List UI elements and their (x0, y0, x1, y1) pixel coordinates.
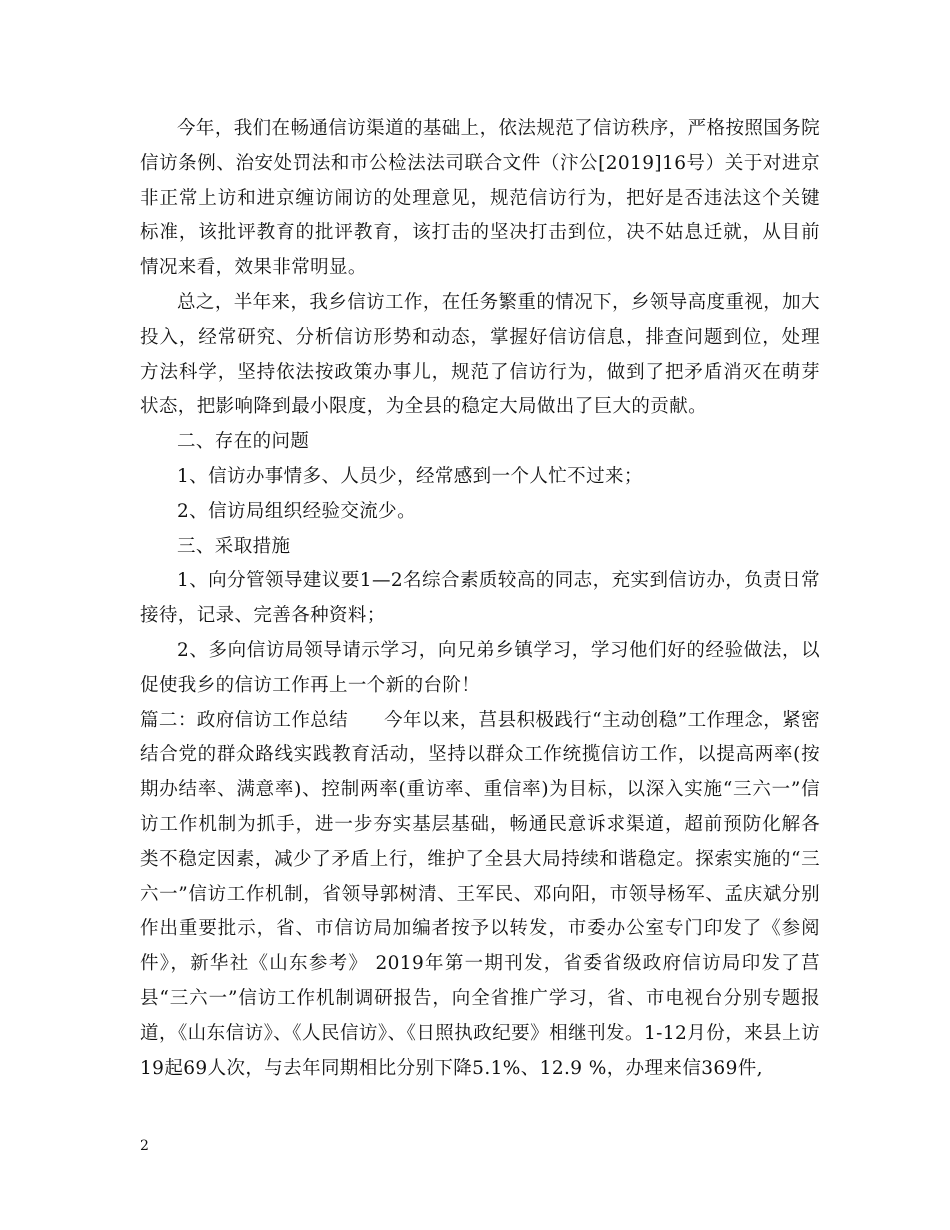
paragraph: 总之，半年来，我乡信访工作，在任务繁重的情况下，乡领导高度重视，加大投入，经常研究、分析信访形势和动态，掌握好信访信息，排查问题到位，处理方法科学，坚持依法按政策办事儿，规范了信访行为，做到了把矛盾消灭在萌芽状态，把影响降到最小限度，为全县的稳定大局做出了巨大的贡献。 (140, 291, 820, 418)
section2-paragraph (140, 704, 820, 1087)
list-item: 1、向分管领导建议要1—2名综合素质较高的同志，充实到信访办，负责日常接待，记录、完善各种资料； (140, 570, 820, 627)
list-item: 1、信访办事情多、人员少，经常感到一个人忙不过来； (177, 465, 643, 487)
page-number: 2 (140, 1138, 149, 1154)
section-heading: 三、采取措施 (177, 535, 291, 557)
section2-body: 今年以来，莒县积极践行“主动创稳”工作理念，紧密结合党的群众路线实践教育活动，坚持以群众工作统揽信访工作，以提高两率(按期办结率、满意率)、控制两率(重访率、重信率)为目标，以深入实施“三六一”信访工作机制为抓手，进一步夯实基层基础，畅通民意诉求渠道，超前预防化解各类不稳定因素，减少了矛盾上行，维护了全县大局持续和谐稳定。探索实施的“三六一”信访工作机制，省领导郭树清、王军民、邓向阳，市领导杨军、孟庆斌分别作出重要批示，省、市信访局加编者按予以转发，市委办公室专门印发了《参阅件》，新华社《山东参考》 2019年第一期刊发，省委省级政府信访局印发了莒县“三六一”信访工作机制调研报告，向全省推广学习，省、市电视台分别专题报道，《山东信访》、《人民信访》、《日照执政纪要》相继刊发。1-12月份，来县上访 19起69人次，与去年同期相比分别下降5.1%、12.9 %，办理来信369件, (140, 709, 820, 1079)
paragraph: 今年，我们在畅通信访渠道的基础上，依法规范了信访秩序，严格按照国务院信访条例、治安处罚法和市公检法法司联合文件（汴公[2019]16号）关于对进京非正常上访和进京缠访闹访的处理意见，规范信访行为，把好是否违法这个关键标准，该批评教育的批评教育，该打击的坚决打击到位，决不姑息迁就，从目前情况来看，效果非常明显。 (140, 118, 820, 279)
section2-heading: 篇二：政府信访工作总结 (140, 709, 349, 731)
list-item: 2、信访局组织经验交流少。 (177, 500, 416, 522)
document-body (140, 112, 820, 1086)
list-item: 2、多向信访局领导请示学习，向兄弟乡镇学习，学习他们好的经验做法，以促使我乡的信访工作再上一个新的台阶！ (140, 639, 820, 696)
section-heading: 二、存在的问题 (177, 431, 310, 453)
